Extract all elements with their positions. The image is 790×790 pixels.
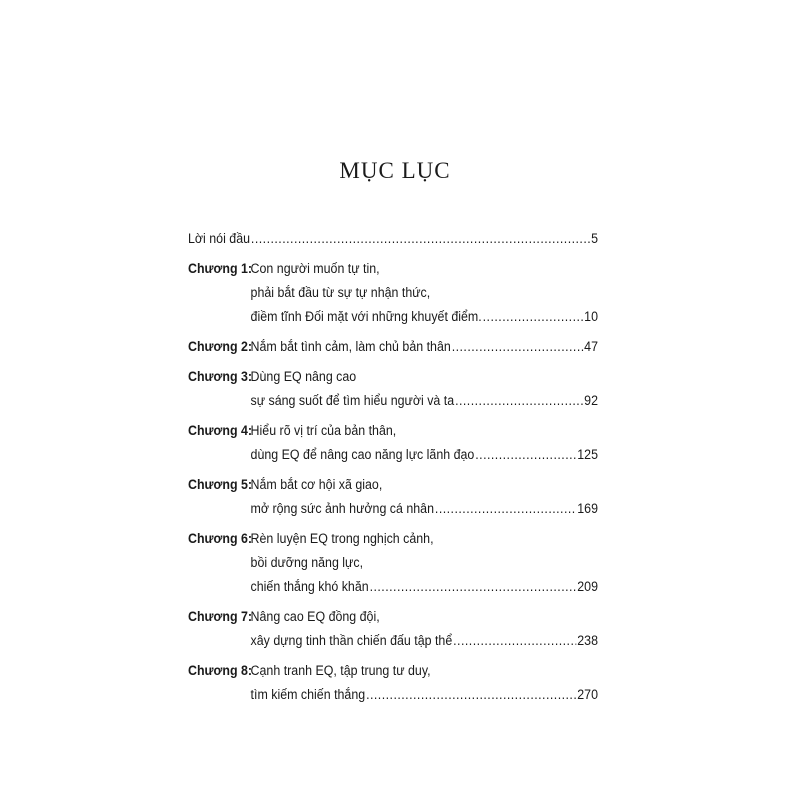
- dot-leader: [251, 227, 590, 251]
- chapter-label: Chương 7:: [188, 609, 253, 624]
- page-number: 10: [584, 309, 599, 324]
- chapter-label: Chương 6:: [188, 531, 253, 546]
- toc-line: [188, 605, 598, 629]
- toc-line: [188, 365, 598, 389]
- toc-text: tìm kiếm chiến thắng: [250, 687, 366, 702]
- chapter-label: Chương 4:: [188, 423, 253, 438]
- toc-entry: [188, 419, 598, 467]
- toc-line: [188, 305, 598, 329]
- toc-line: [188, 473, 598, 497]
- toc-text: chiến thắng khó khăn: [250, 579, 369, 594]
- toc-text: Dùng EQ nâng cao: [250, 369, 357, 384]
- chapter-label: Chương 2:: [188, 339, 253, 354]
- page-title: MỤC LỤC: [339, 158, 451, 183]
- page-number: 47: [584, 339, 599, 354]
- toc-text: Nắm bắt tình cảm, làm chủ bản thân: [250, 339, 451, 354]
- toc-text: phải bắt đầu từ sự tự nhận thức,: [250, 285, 431, 300]
- dot-leader: [455, 389, 583, 413]
- toc-line: [188, 527, 598, 551]
- dot-leader: [453, 629, 576, 653]
- page-number: 270: [577, 687, 599, 702]
- toc-text: Nắm bắt cơ hội xã giao,: [250, 477, 383, 492]
- toc-line: [188, 389, 598, 413]
- toc-entry: [188, 257, 598, 329]
- dot-leader: [452, 335, 584, 359]
- toc-line: [188, 575, 598, 599]
- toc-entry: [188, 605, 598, 653]
- toc-text: mở rộng sức ảnh hưởng cá nhân: [250, 501, 434, 516]
- page-number: 169: [577, 501, 599, 516]
- toc-text: Con người muốn tự tin,: [250, 261, 380, 276]
- toc-entry: [188, 227, 598, 251]
- dot-leader: [366, 683, 576, 707]
- toc-text: Lời nói đầu: [188, 231, 251, 246]
- toc-line: [188, 227, 598, 251]
- toc-line: [188, 551, 598, 575]
- dot-leader: [483, 305, 584, 329]
- toc-text: điềm tĩnh Đối mặt với những khuyết điểm.: [250, 309, 482, 324]
- toc-entry: [188, 527, 598, 599]
- table-of-contents: [188, 227, 598, 713]
- toc-entry: [188, 473, 598, 521]
- toc-text: xây dựng tinh thần chiến đấu tập thể: [250, 633, 453, 648]
- page-number: 125: [577, 447, 599, 462]
- toc-line: [188, 281, 598, 305]
- toc-line: [188, 335, 598, 359]
- toc-line: [188, 419, 598, 443]
- page-number: 5: [591, 231, 599, 246]
- toc-line: [188, 659, 598, 683]
- chapter-label: Chương 5:: [188, 477, 253, 492]
- toc-line: [188, 257, 598, 281]
- page-number: 209: [577, 579, 599, 594]
- page-number: 238: [577, 633, 599, 648]
- toc-entry: [188, 659, 598, 707]
- toc-text: sự sáng suốt để tìm hiểu người và ta: [250, 393, 455, 408]
- chapter-label: Chương 1:: [188, 261, 253, 276]
- toc-text: Nâng cao EQ đồng đội,: [250, 609, 380, 624]
- toc-text: Cạnh tranh EQ, tập trung tư duy,: [250, 663, 431, 678]
- chapter-label: Chương 3:: [188, 369, 253, 384]
- toc-text: Rèn luyện EQ trong nghịch cảnh,: [250, 531, 434, 546]
- toc-text: bồi dưỡng năng lực,: [250, 555, 364, 570]
- toc-line: [188, 443, 598, 467]
- toc-line: [188, 497, 598, 521]
- dot-leader: [370, 575, 577, 599]
- page-number: 92: [584, 393, 599, 408]
- dot-leader: [475, 443, 576, 467]
- toc-text: dùng EQ để nâng cao năng lực lãnh đạo: [250, 447, 475, 462]
- toc-line: [188, 683, 598, 707]
- toc-line: [188, 629, 598, 653]
- toc-entry: [188, 335, 598, 359]
- dot-leader: [435, 497, 576, 521]
- toc-text: Hiểu rõ vị trí của bản thân,: [250, 423, 397, 438]
- chapter-label: Chương 8:: [188, 663, 253, 678]
- toc-entry: [188, 365, 598, 413]
